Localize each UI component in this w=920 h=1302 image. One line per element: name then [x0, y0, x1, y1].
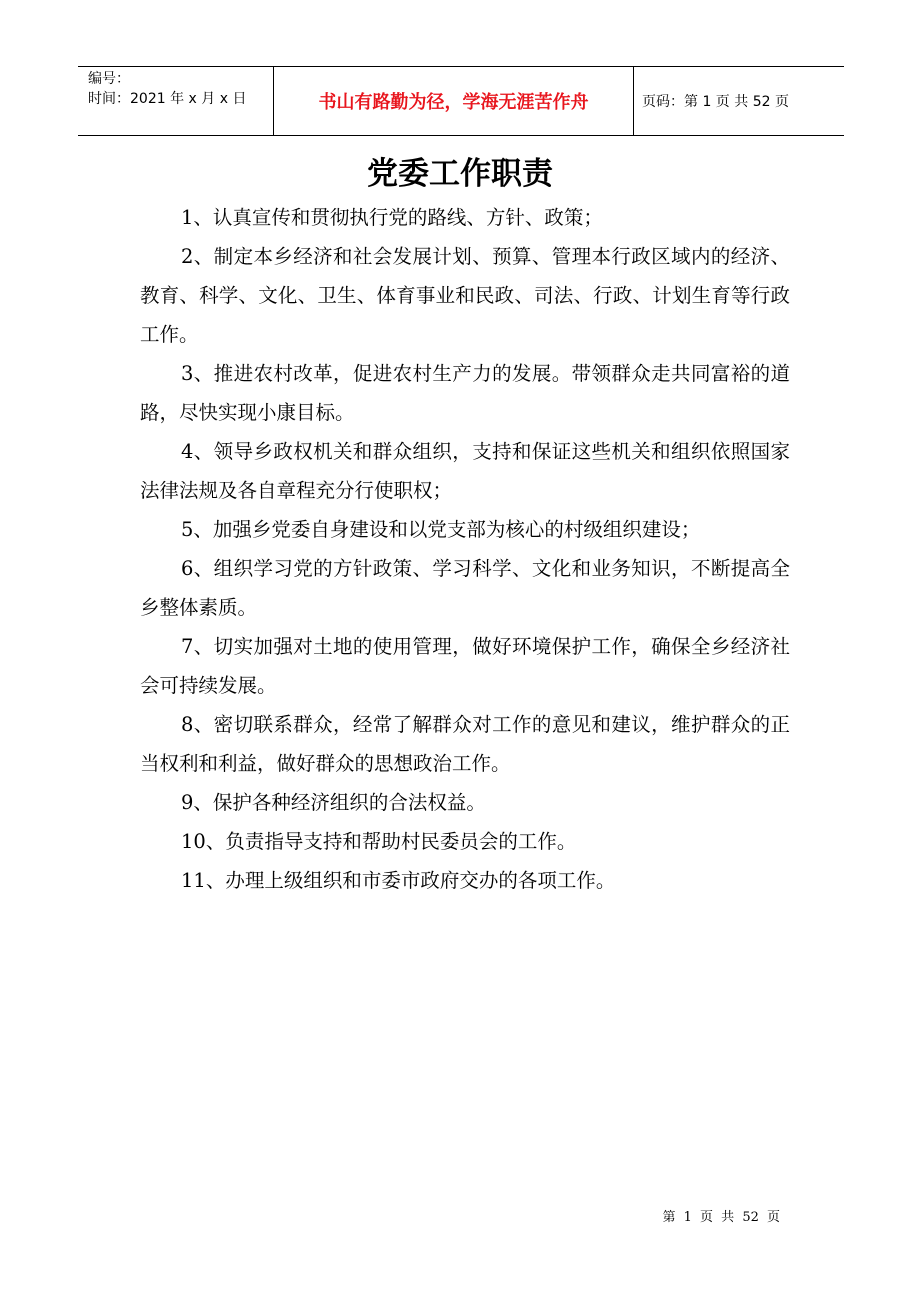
- paragraph: 8、密切联系群众，经常了解群众对工作的意见和建议，维护群众的正当权利和利益，做好群众的思想政治工作。: [140, 713, 790, 775]
- number-label: 编号：: [88, 71, 130, 87]
- paragraph: 10、负责指导支持和帮助村民委员会的工作。: [181, 830, 577, 853]
- document-header: [78, 66, 844, 136]
- page-footer: 第 1 页 共 52 页: [662, 1210, 780, 1225]
- document-body: [140, 198, 790, 900]
- paragraph: 6、组织学习党的方针政策、学习科学、文化和业务知识，不断提高全乡整体素质。: [140, 557, 790, 619]
- motto-text: 书山有路勤为径，学海无涯苦作舟: [318, 92, 589, 113]
- header-meta: [78, 67, 273, 135]
- header-motto: [273, 67, 634, 135]
- page-label: 页码：第 1 页 共 52 页: [642, 94, 789, 110]
- page-title: 党委工作职责: [367, 156, 553, 192]
- paragraph: 2、制定本乡经济和社会发展计划、预算、管理本行政区域内的经济、教育、科学、文化、卫生、体育事业和民政、司法、行政、计划生育等行政工作。: [140, 245, 790, 346]
- paragraph: 9、保护各种经济组织的合法权益。: [181, 791, 486, 814]
- paragraph: 3、推进农村改革，促进农村生产力的发展。带领群众走共同富裕的道路，尽快实现小康目标。: [140, 362, 790, 424]
- paragraph: 7、切实加强对土地的使用管理，做好环境保护工作，确保全乡经济社会可持续发展。: [140, 635, 790, 697]
- paragraph: 5、加强乡党委自身建设和以党支部为核心的村级组织建设；: [181, 518, 701, 541]
- date-label: 时间：2021 年 x 月 x 日: [88, 91, 247, 107]
- paragraph: 1、认真宣传和贯彻执行党的路线、方针、政策；: [181, 206, 603, 229]
- paragraph: 4、领导乡政权机关和群众组织，支持和保证这些机关和组织依照国家法律法规及各自章程充分行使职权；: [140, 440, 790, 502]
- header-page-info: [634, 67, 844, 135]
- paragraph: 11、办理上级组织和市委市政府交办的各项工作。: [181, 869, 616, 892]
